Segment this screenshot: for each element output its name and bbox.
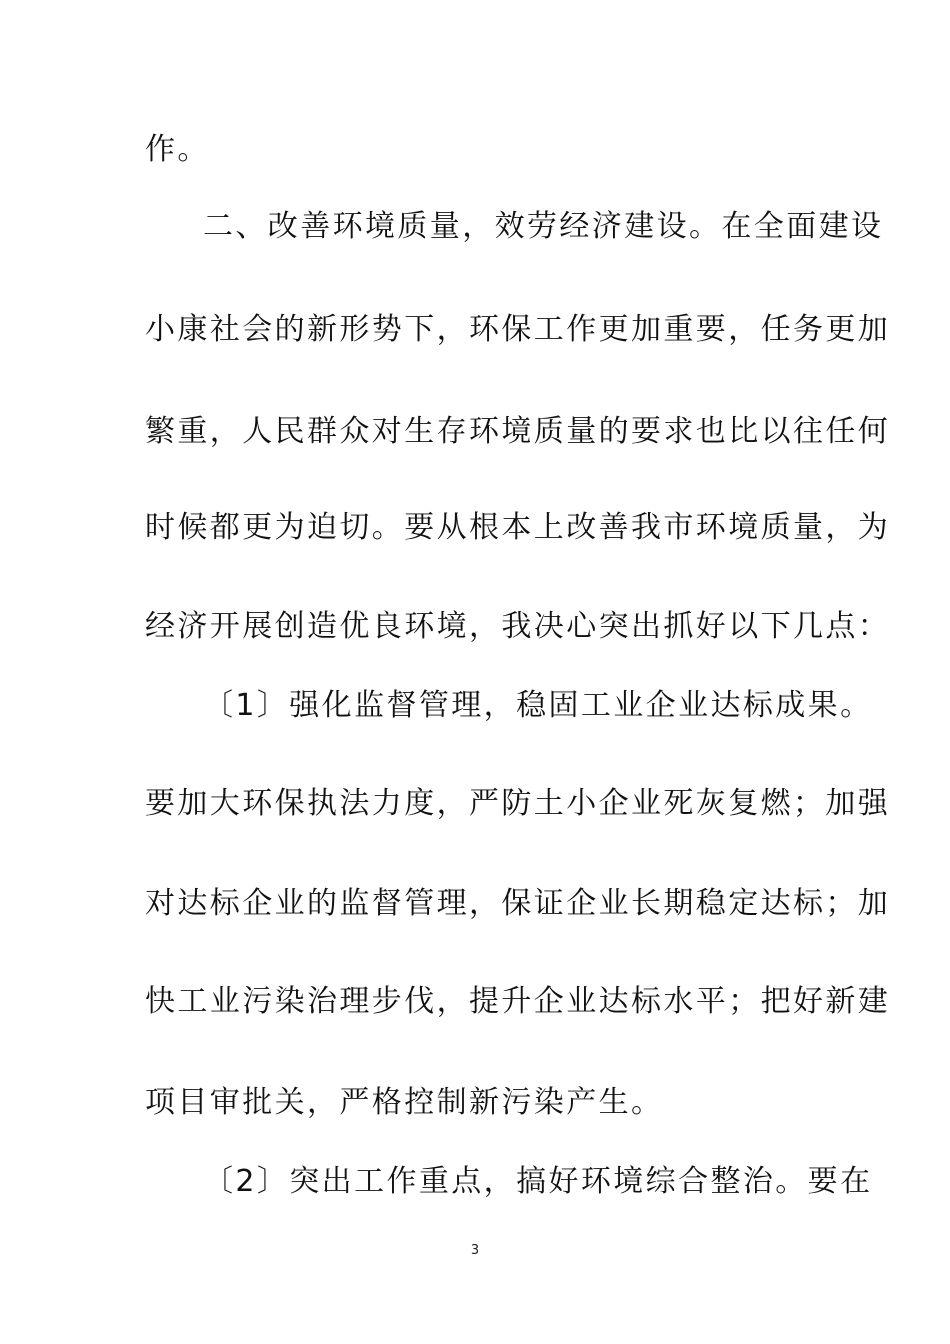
subsection-heading-line: 〔1〕强化监督管理，稳固工业企业达标成果。 xyxy=(203,688,873,723)
text-line: 作。 xyxy=(145,132,210,167)
paragraph-heading-line: 二、改善环境质量，效劳经济建设。在全面建设 xyxy=(203,209,884,244)
text-line: 项目审批关，严格控制新污染产生。 xyxy=(145,1085,664,1120)
text-line: 时候都更为迫切。要从根本上改善我市环境质量，为 xyxy=(145,510,891,545)
text-line: 快工业污染治理步伐，提升企业达标水平；把好新建 xyxy=(145,984,891,1019)
text-line: 对达标企业的监督管理，保证企业长期稳定达标；加 xyxy=(145,886,891,921)
text-line: 繁重，人民群众对生存环境质量的要求也比以往任何 xyxy=(145,414,891,449)
text-line: 小康社会的新形势下，环保工作更加重要，任务更加 xyxy=(145,312,891,347)
text-line: 要加大环保执法力度，严防土小企业死灰复燃；加强 xyxy=(145,786,891,821)
subsection-heading-line: 〔2〕突出工作重点，搞好环境综合整治。要在 xyxy=(203,1164,873,1199)
page-number: 3 xyxy=(470,1243,480,1258)
text-line: 经济开展创造优良环境，我决心突出抓好以下几点： xyxy=(145,609,891,644)
